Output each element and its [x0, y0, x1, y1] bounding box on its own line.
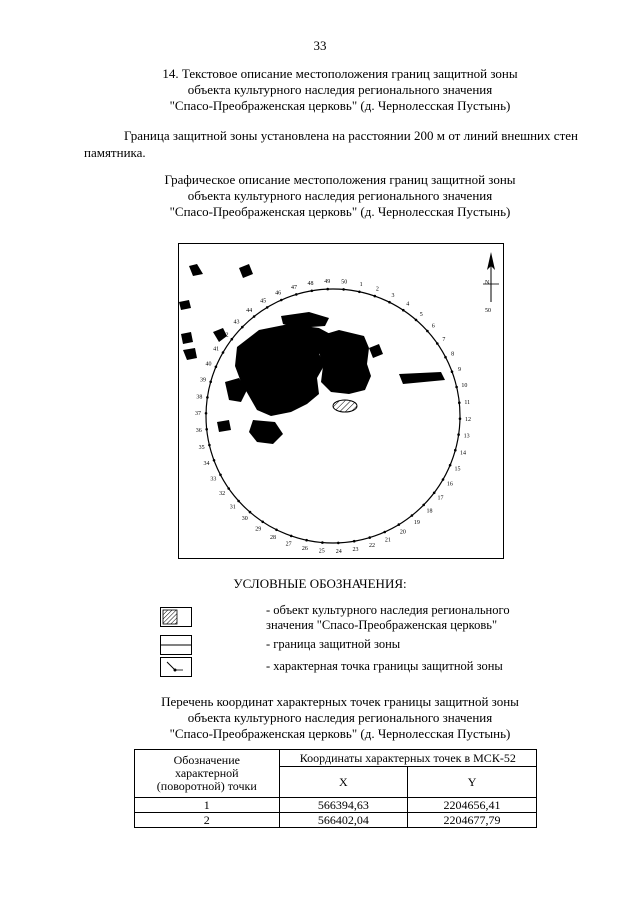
- boundary-point-label: 43: [233, 319, 240, 326]
- heading-line: объекта культурного наследия регионального значения: [187, 188, 493, 203]
- point-id: 1: [135, 798, 280, 813]
- boundary-point: [433, 492, 436, 495]
- coordinates-table: [134, 749, 537, 828]
- boundary-point: [426, 330, 429, 333]
- boundary-point-label: 40: [205, 361, 212, 368]
- boundary-point: [451, 370, 454, 373]
- boundary-point: [374, 295, 377, 298]
- boundary-point-label: 11: [464, 399, 471, 406]
- table-row: [135, 798, 537, 813]
- boundary-point: [249, 511, 252, 514]
- boundary-point-label: 50: [341, 279, 348, 286]
- text-section-heading: [100, 66, 580, 114]
- boundary-point: [241, 326, 244, 329]
- coords-header: Координаты характерных точек в МСК-52: [279, 750, 536, 767]
- boundary-point: [295, 293, 298, 296]
- header-line: (поворотной) точки: [156, 779, 257, 793]
- boundary-point: [213, 459, 216, 462]
- boundary-point: [205, 428, 208, 431]
- boundary-point-label: 37: [195, 411, 201, 418]
- boundary-point: [280, 299, 283, 302]
- boundary-point: [208, 444, 211, 447]
- table-row: [135, 813, 537, 828]
- boundary-point-label: 47: [291, 284, 297, 291]
- legend-title: УСЛОВНЫЕ ОБОЗНАЧЕНИЯ:: [233, 576, 407, 591]
- boundary-point-label: 31: [229, 504, 236, 511]
- boundary-point-label: 17: [437, 495, 444, 502]
- boundary-point-label: 8: [451, 351, 455, 358]
- boundary-point-label: 30: [241, 516, 248, 523]
- boundary-point: [422, 504, 425, 507]
- boundary-point-label: 26: [301, 546, 308, 552]
- boundary-point-label: 16: [446, 481, 453, 488]
- legend-point-text: - характерная точка границы защитной зоны: [266, 659, 503, 673]
- boundary-point-label: 18: [426, 508, 433, 515]
- boundary-point-label: 41: [213, 346, 220, 353]
- boundary-point: [206, 396, 209, 399]
- boundary-point: [455, 386, 458, 389]
- boundary-point: [266, 306, 269, 309]
- boundary-point: [444, 356, 447, 359]
- heading-line: объекта культурного наследия регионального значения: [187, 710, 493, 725]
- boundary-point-label: 12: [465, 416, 471, 423]
- legend-heritage-swatch: [160, 607, 192, 627]
- boundary-point-label: 19: [413, 519, 420, 526]
- boundary-point: [459, 417, 462, 420]
- zone-description-paragraph: Граница защитной зоны установлена на расстоянии 200 м от линий внешних стен памятника.: [84, 128, 578, 160]
- boundary-point-label: 28: [270, 534, 276, 541]
- boundary-point-label: 3: [391, 293, 395, 300]
- header-line: Обозначение: [173, 753, 240, 767]
- boundary-point: [231, 338, 234, 341]
- y-header: Y: [408, 767, 537, 798]
- north-label: N: [485, 280, 490, 286]
- boundary-point-label: 10: [461, 383, 468, 390]
- boundary-point: [358, 291, 361, 294]
- boundary-point-label: 27: [285, 541, 292, 548]
- boundary-point-label: 23: [352, 547, 359, 554]
- boundary-point: [237, 500, 240, 503]
- legend-line: - объект культурного наследия регионального: [266, 603, 510, 617]
- boundary-point-label: 45: [260, 298, 267, 305]
- heritage-object: [333, 400, 357, 412]
- boundary-point: [368, 536, 371, 539]
- boundary-point-label: 42: [222, 332, 229, 339]
- boundary-point-label: 22: [369, 543, 375, 550]
- boundary-point-label: 21: [384, 537, 391, 544]
- boundary-point-label: 34: [203, 461, 210, 468]
- boundary-point: [449, 464, 452, 467]
- heading-line: Графическое описание местоположения границ защитной зоны: [164, 172, 516, 187]
- graphic-section-heading: [100, 172, 580, 220]
- scale-label: 50: [485, 308, 491, 314]
- point-y: 2204677,79: [408, 813, 537, 828]
- boundary-point-label: 32: [219, 491, 226, 497]
- point-y: 2204656,41: [408, 798, 537, 813]
- boundary-point-label: 35: [198, 444, 205, 451]
- legend-boundary-swatch: [160, 635, 192, 655]
- boundary-point: [209, 381, 212, 384]
- boundary-point: [326, 288, 329, 291]
- boundary-point-label: 14: [460, 450, 466, 457]
- heading-line: "Спасо-Преображенская церковь" (д. Чернолесская Пустынь): [169, 204, 511, 219]
- boundary-point: [402, 309, 405, 312]
- legend-boundary-text: - граница защитной зоны: [266, 637, 401, 651]
- boundary-point: [415, 319, 418, 322]
- boundary-point: [261, 521, 264, 524]
- boundary-point: [353, 540, 356, 543]
- boundary-point: [411, 514, 414, 517]
- boundary-points: [195, 279, 471, 555]
- boundary-point: [458, 401, 461, 404]
- boundary-point-label: 25: [318, 548, 325, 555]
- boundary-point: [205, 412, 208, 415]
- heading-line: "Спасо-Преображенская церковь" (д. Чернолесская Пустынь): [169, 98, 511, 113]
- heading-line: Перечень координат характерных точек границы защитной зоны: [161, 694, 519, 709]
- boundary-point-label: 1: [359, 282, 363, 288]
- boundary-point: [219, 474, 222, 477]
- point-x: 566402,04: [279, 813, 408, 828]
- boundary-point-label: 6: [431, 323, 435, 330]
- boundary-point-label: 9: [458, 366, 461, 373]
- boundary-point: [305, 539, 308, 542]
- x-header: X: [279, 767, 408, 798]
- heading-line: "Спасо-Преображенская церковь" (д. Чернолесская Пустынь): [169, 726, 511, 741]
- north-arrow-icon: [483, 252, 499, 302]
- col-point-header: [135, 750, 280, 798]
- legend-heritage-text: [266, 603, 586, 633]
- legend-line: значения "Спасо-Преображенская церковь": [266, 618, 498, 632]
- legend-point-swatch: [160, 657, 192, 677]
- boundary-point: [436, 342, 439, 345]
- coords-section-heading: [100, 694, 580, 742]
- boundary-point: [222, 351, 225, 354]
- boundary-point: [290, 535, 293, 538]
- boundary-point-label: 15: [454, 466, 461, 473]
- boundary-point: [388, 301, 391, 304]
- boundary-point-label: 4: [406, 301, 410, 308]
- boundary-point-label: 7: [442, 337, 446, 343]
- point-x: 566394,63: [279, 798, 408, 813]
- boundary-point-label: 48: [307, 280, 314, 287]
- boundary-point: [311, 290, 314, 293]
- boundary-point: [227, 487, 230, 490]
- boundary-point: [442, 478, 445, 481]
- boundary-point-label: 5: [419, 311, 423, 318]
- boundary-point: [398, 523, 401, 526]
- boundary-point: [342, 288, 345, 291]
- boundary-point-label: 39: [200, 377, 206, 384]
- boundary-point-label: 49: [324, 279, 331, 286]
- boundary-point-label: 24: [335, 548, 342, 555]
- boundary-point: [275, 529, 278, 532]
- protection-zone-map: [178, 243, 504, 559]
- header-line: характерной: [174, 766, 239, 780]
- boundary-point-label: 29: [255, 526, 262, 533]
- boundary-point-label: 13: [463, 433, 470, 440]
- boundary-point: [321, 541, 324, 544]
- boundary-point: [383, 531, 386, 534]
- point-id: 2: [135, 813, 280, 828]
- boundary-point: [454, 449, 457, 452]
- boundary-point-label: 33: [210, 476, 217, 483]
- boundary-point-label: 36: [195, 428, 202, 435]
- boundary-point: [253, 315, 256, 318]
- boundary-point-label: 38: [196, 394, 203, 401]
- boundary-point-label: 46: [275, 290, 282, 297]
- heading-line: объекта культурного наследия регионального значения: [187, 82, 493, 97]
- heading-line: 14. Текстовое описание местоположения границ защитной зоны: [162, 66, 518, 81]
- boundary-point: [337, 542, 340, 545]
- boundary-point-label: 44: [246, 308, 253, 315]
- boundary-point: [457, 433, 460, 436]
- page-number: 33: [313, 38, 327, 53]
- boundary-point-label: 20: [399, 529, 406, 536]
- boundary-point: [215, 366, 218, 369]
- boundary-point-label: 2: [375, 286, 379, 293]
